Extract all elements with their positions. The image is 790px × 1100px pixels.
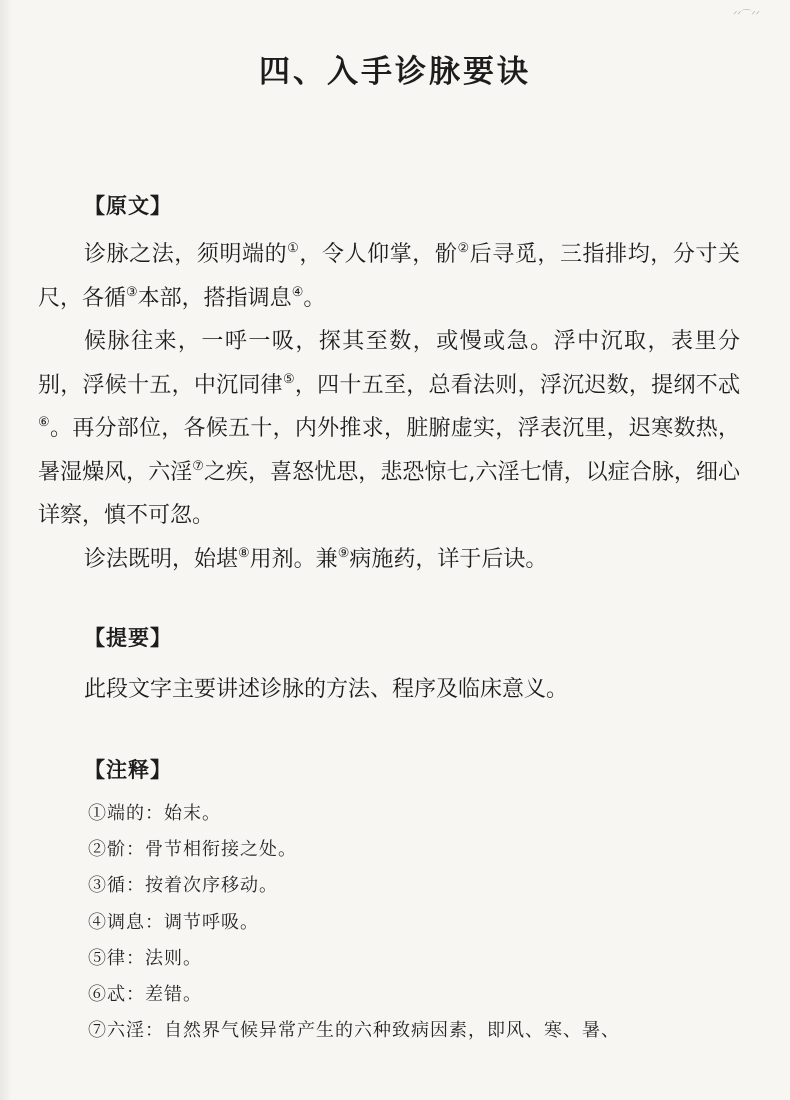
- note-ref: ⑦: [192, 458, 204, 474]
- note-item: ③循：按着次序移动。: [88, 875, 278, 897]
- summary-text: 此段文字主要讲述诊脉的方法、程序及临床意义。: [84, 677, 569, 702]
- note-ref: ⑤: [282, 371, 295, 387]
- section-head-summary: 【提要】: [84, 626, 172, 650]
- note-ref: ②: [457, 241, 470, 256]
- text-run: ，四十五至，总看法则，浮沉迟数，提纲不忒: [294, 372, 740, 398]
- text-run: 病施药，详于后诀。: [349, 546, 548, 572]
- note-item: ⑤律：法则。: [88, 947, 202, 969]
- notes-list: [88, 796, 740, 1049]
- note-item: ②骱：骨节相衔接之处。: [88, 839, 297, 861]
- text-run: ，令人仰掌，骱: [299, 242, 458, 267]
- section-head-notes: 【注释】: [84, 758, 172, 782]
- note-ref: ①: [287, 241, 300, 256]
- text-run: 诊脉之法，须明端的: [84, 242, 288, 267]
- text-run: 。: [303, 285, 326, 311]
- note-item: ⑦六淫：自然界气候异常产生的六种致病因素，即风、寒、暑、: [88, 1020, 620, 1042]
- note-ref: ⑥: [38, 415, 50, 430]
- page-edge-shadow: [0, 0, 12, 1100]
- text-run: 候脉往来，一呼一吸，探其至数，或慢或急。浮中沉取，表里分别，浮候十五，中沉同律: [38, 329, 740, 398]
- section-head-original: 【原文】: [84, 194, 172, 218]
- original-paragraph-2: [38, 320, 740, 538]
- text-run: 诊法既明，始堪: [84, 546, 239, 572]
- text-run: 之疾，喜怒忧思，悲恐惊七,六淫七情，以症合脉，细心详察，慎不可忽。: [38, 459, 740, 528]
- original-paragraph-3: [38, 538, 740, 582]
- note-ref: ③: [126, 284, 138, 300]
- original-text: [38, 233, 740, 581]
- note-ref: ⑧: [238, 545, 250, 561]
- note-ref: ④: [291, 284, 304, 300]
- note-item: ④调息：调节呼吸。: [88, 911, 259, 933]
- text-run: 后寻觅，三指排均，分寸关尺，各循: [38, 242, 740, 311]
- note-item: ⑥忒：差错。: [88, 984, 202, 1006]
- note-ref: ⑨: [337, 545, 350, 561]
- text-run: 。再分部位，各候五十，内外推求，脏腑虚实，浮表沉里，迟寒数热，暑湿燥风，六淫: [38, 416, 740, 485]
- margin-mark: ᐟᐟ⌒ᐟᐟ: [733, 10, 760, 21]
- text-run: 用剂。兼: [249, 546, 338, 572]
- note-item: ①端的：始末。: [88, 803, 221, 824]
- page-title: 四、入手诊脉要诀: [259, 54, 531, 90]
- text-run: 本部，搭指调息: [137, 285, 292, 311]
- original-paragraph-1: [38, 233, 740, 320]
